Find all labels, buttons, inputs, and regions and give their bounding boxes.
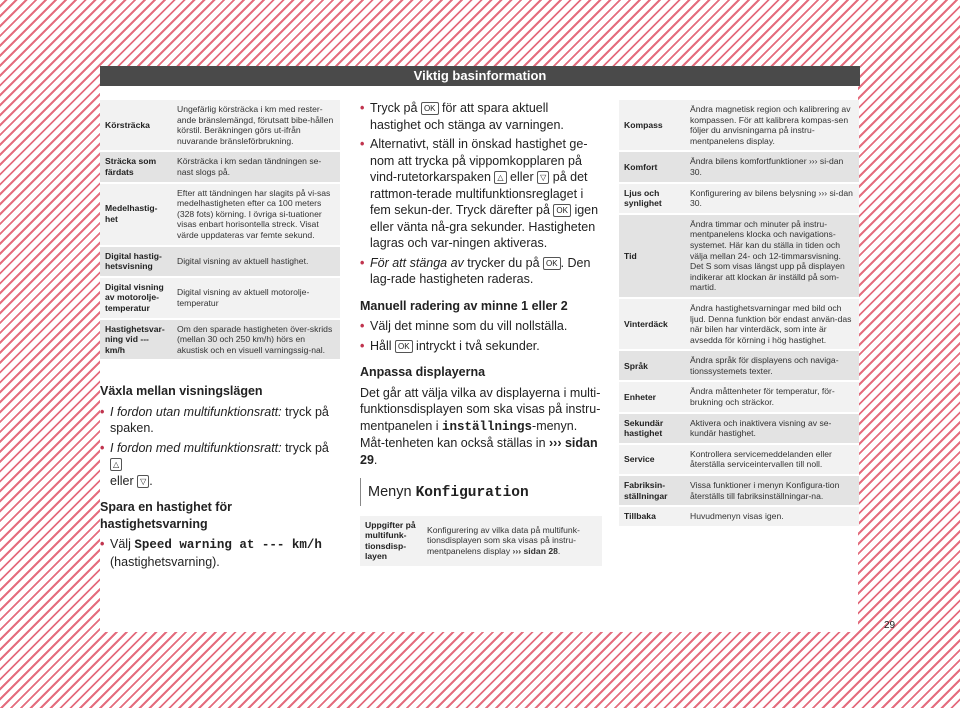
table-key: Enheter (619, 381, 685, 412)
settings-menu-text: inställnings (442, 419, 533, 434)
table-row (619, 413, 859, 444)
table-key: Språk (619, 350, 685, 381)
table-value: Körsträcka i km sedan tändningen se-nast slogs på. (172, 151, 340, 182)
bullet-icon: • (360, 319, 365, 333)
table-value: Konfigurering av bilens belysning ››› si-dan 30. (685, 183, 859, 214)
table-value: Vissa funktioner i menyn Konfigura-tion återställs till fabriksinställningar-na. (685, 475, 859, 506)
bullet-text: tryck på (281, 440, 329, 455)
table-key: Uppgifter på multifunk-tionsdisp-layen (360, 516, 422, 567)
table-row (100, 151, 340, 182)
ok-key-icon: OK (395, 340, 413, 353)
bullet-text: eller (506, 170, 538, 184)
list-item (100, 440, 340, 490)
bullet-text: Välj (110, 537, 135, 552)
list-item (360, 318, 602, 335)
switch-modes-section (100, 383, 340, 570)
table-value: Ändra språk för displayens och naviga-tionssystemets texter. (685, 350, 859, 381)
bullet-text: för att spara aktuell hastighet och stänga av varningen. (370, 101, 564, 132)
header-title: Viktig basinformation (413, 68, 547, 83)
table-key: Körsträcka (100, 100, 172, 151)
table-key: Kompass (619, 100, 685, 151)
table-key: Sekundär hastighet (619, 413, 685, 444)
list-item (100, 536, 340, 570)
heading-mono-text: Konfiguration (415, 485, 529, 501)
bullet-icon: • (360, 101, 365, 115)
table-key: Fabriksin-ställningar (619, 475, 685, 506)
paragraph-text: Det går att välja vilka av displayerna i multi-funktionsdisplayen som ska visas på instru-mentpanelen i (360, 385, 601, 433)
page-reference-link[interactable]: ››› sidan 29 (360, 436, 598, 467)
heading-text: Menyn (368, 484, 416, 500)
ok-key-icon: OK (421, 102, 439, 115)
ok-key-icon: OK (543, 257, 561, 270)
ok-key-icon: OK (553, 204, 571, 217)
table-value: Ungefärlig körsträcka i km med rester-ande bränslemängd, förutsatt bibe-hållen körstil. Beräkningen görs ut-ifrån nuvarande bränsleförbrukning. (172, 100, 340, 151)
bullet-text: trycker du på (463, 255, 544, 270)
table-key: Hastighetsvar-ning vid --- km/h (100, 319, 172, 361)
table-row (619, 350, 859, 381)
bullet-icon: • (360, 255, 365, 270)
arrow-up-key-icon: △ (494, 171, 506, 184)
paragraph-text: -menyn. Måt-tenheten kan också ställas in (360, 418, 578, 450)
cell-text: Konfigurering av vilka data på multifunk-tionsdisplayen som ska visas på instru-mentpanelens display (427, 524, 580, 556)
bullet-text: på det rattmon-terade multifunktionsreglaget i fem sekun-der. Tryck därefter på (370, 170, 588, 217)
save-speed-heading: Spara en hastighet för hastighetsvarning (100, 500, 232, 531)
list-item (360, 100, 602, 133)
display-info-table (100, 100, 340, 361)
table-key: Vinterdäck (619, 298, 685, 350)
or-text: eller (110, 473, 134, 488)
bullet-text: Välj det minne som du vill nollställa. (370, 319, 568, 333)
table-key: Komfort (619, 151, 685, 182)
table-row (619, 151, 859, 182)
page-reference-link[interactable]: ››› sidan 28 (512, 545, 558, 556)
table-row (619, 298, 859, 350)
table-key: Ljus och synlighet (619, 183, 685, 214)
config-options-table-body (619, 100, 859, 527)
table-value (422, 516, 602, 567)
config-options-table (619, 100, 859, 528)
page-header (100, 66, 860, 86)
left-column (100, 100, 340, 573)
table-value: Huvudmenyn visas igen. (685, 506, 859, 527)
right-column (619, 100, 859, 528)
bullet-text: Håll (370, 338, 396, 353)
adapt-displays-paragraph (360, 385, 602, 469)
table-row (100, 183, 340, 246)
table-row (100, 100, 340, 151)
table-row (360, 516, 602, 567)
list-item (360, 136, 602, 252)
bullet-icon: • (100, 537, 105, 552)
bullet-icon: • (100, 404, 105, 419)
table-row (619, 444, 859, 475)
table-row (100, 246, 340, 277)
table-key: Tillbaka (619, 506, 685, 527)
table-row (100, 277, 340, 319)
bullet-label: För att stänga av (370, 255, 464, 270)
display-info-table-body (100, 100, 340, 360)
config-menu-heading (360, 484, 602, 502)
bullet-text: . Den lag-rade hastigheten raderas. (370, 255, 591, 286)
bullet-text: Tryck på (370, 101, 421, 115)
page-number: 29 (884, 620, 896, 631)
bullet-icon: • (360, 137, 365, 151)
table-row (100, 319, 340, 361)
table-key: Sträcka som färdats (100, 151, 172, 182)
table-value: Ändra måttenheter för temperatur, för-brukning och sträckor. (685, 381, 859, 412)
table-key: Tid (619, 214, 685, 298)
table-row (619, 506, 859, 527)
manual-reset-heading: Manuell radering av minne 1 eller 2 (360, 298, 568, 313)
bullet-text: tryck på spaken. (110, 404, 329, 436)
table-row (619, 475, 859, 506)
list-item (360, 338, 602, 355)
arrow-up-key-icon: △ (110, 458, 122, 471)
bullet-text: intryckt i två sekunder. (412, 338, 540, 353)
period: . (149, 473, 153, 488)
middle-column (360, 100, 602, 568)
table-value: Ändra magnetisk region och kalibrering av kompassen. För att kalibrera kompas-sen följer du anvisningarna på instru-mentpanelens display. (685, 100, 859, 151)
arrow-down-key-icon: ▽ (537, 171, 549, 184)
bullet-text: igen eller vänta nå-gra sekunder. Hastigheten lagras och var-ningen aktiveras. (370, 203, 599, 250)
table-row (619, 100, 859, 151)
switch-modes-heading: Växla mellan visningslägen (100, 384, 263, 399)
arrow-down-key-icon: ▽ (137, 475, 149, 488)
middle-text (360, 100, 602, 502)
bullet-label: I fordon med multifunktionsratt: (110, 440, 282, 455)
bullet-text: Alternativt, ställ in önskad hastighet ge-nom att trycka på vippomkopplaren på vind-rutetorkarspaken (370, 137, 588, 184)
bullet-icon: • (100, 440, 105, 455)
table-value: Ändra hastighetsvarningar med bild och ljud. Denna funktion bör endast använ-das när bilen har vinterdäck, som inte är avsedda för körning i hög hastighet. (685, 298, 859, 350)
table-key: Digital visning av motorolje-temperatur (100, 277, 172, 319)
bullet-text: (hastighetsvarning). (110, 554, 220, 569)
period: . (373, 452, 378, 467)
speed-warning-menu-text: Speed warning at --- km/h (134, 538, 322, 553)
bullet-icon: • (360, 338, 365, 353)
table-key: Digital hastig-hetsvisning (100, 246, 172, 277)
list-item (100, 404, 340, 437)
table-row (619, 214, 859, 298)
period: . (557, 545, 561, 556)
heading-bar (360, 478, 361, 506)
table-key: Service (619, 444, 685, 475)
config-table (360, 516, 602, 568)
table-value: Digital visning av aktuell motorolje-temperatur (172, 277, 340, 319)
bullet-label: I fordon utan multifunktionsratt: (110, 404, 282, 419)
table-key: Medelhastig-het (100, 183, 172, 246)
table-row (619, 381, 859, 412)
table-value: Kontrollera servicemeddelanden eller återställa serviceintervallen till noll. (685, 444, 859, 475)
table-value: Ändra bilens komfortfunktioner ››› si-dan 30. (685, 151, 859, 182)
adapt-displays-heading: Anpassa displayerna (360, 365, 486, 379)
table-value: Efter att tändningen har slagits på vi-sas medelhastigheten efter ca 100 meters (328 fots) körning. I övriga si-tuationer visas enbart horisontella streck. Visat värde uppdateras var femte sekund. (172, 183, 340, 246)
table-value: Aktivera och inaktivera visning av se-kundär hastighet. (685, 413, 859, 444)
table-row (619, 183, 859, 214)
table-value: Ändra timmar och minuter på instru-mentpanelens klocka och navigations-systemet. Här kan du ställa in tiden och välja mellan 24- och 12-timmarsvisning. Det S som visas längst upp på displayen indikerar att klockan är inställd på som-martid. (685, 214, 859, 298)
table-value: Digital visning av aktuell hastighet. (172, 246, 340, 277)
table-value: Om den sparade hastigheten över-skrids (mellan 30 och 250 km/h) hörs en akustisk och en visuell varningssig-nal. (172, 319, 340, 361)
list-item (360, 255, 602, 288)
